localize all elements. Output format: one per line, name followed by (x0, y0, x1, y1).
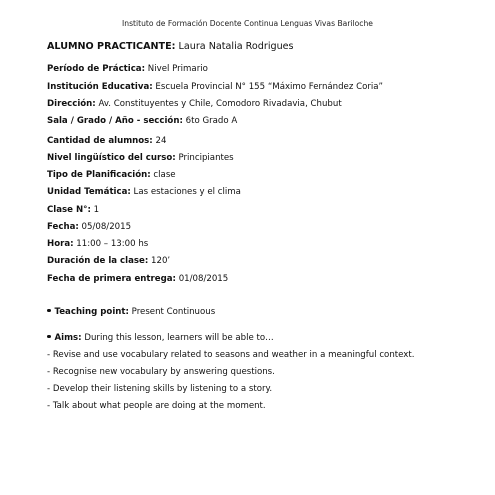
field-value: 1 (90, 205, 100, 215)
field-value: Principiantes (175, 153, 234, 163)
field-label: Clase N°: (47, 205, 91, 215)
field-value: 05/08/2015 (78, 222, 132, 232)
field-grade (47, 116, 237, 127)
field-value: Las estaciones y el clima (130, 187, 241, 197)
aim-item: - Talk about what people are doing at the moment. (47, 401, 266, 411)
field-class-number (47, 205, 99, 216)
student-value: Laura Natalia Rodrigues (175, 41, 294, 52)
field-time (47, 239, 148, 250)
field-label: Fecha: (47, 222, 79, 232)
student-line (47, 41, 294, 52)
field-period (47, 64, 208, 75)
field-label: Período de Práctica: (47, 64, 146, 74)
field-label: Fecha de primera entrega: (47, 274, 176, 284)
aims-line (47, 333, 274, 344)
field-duration (47, 256, 170, 267)
field-label: Cantidad de alumnos: (47, 136, 153, 146)
field-label: Unidad Temática: (47, 187, 131, 197)
field-value: Nivel Primario (145, 64, 208, 74)
field-value: clase (150, 170, 176, 180)
bullet-icon (47, 309, 51, 313)
field-label: Duración de la clase: (47, 256, 149, 266)
field-first-delivery (47, 274, 228, 285)
teaching-point-label: Teaching point: (54, 307, 129, 317)
aim-item: - Develop their listening skills by listening to a story. (47, 384, 273, 394)
student-label: ALUMNO PRACTICANTE: (47, 41, 176, 52)
field-students (47, 136, 166, 147)
field-value: 6to Grado A (182, 116, 238, 126)
field-value: Escuela Provincial N° 155 “Máximo Fernández Coria” (152, 82, 383, 92)
aim-item: - Revise and use vocabulary related to seasons and weather in a meaningful context. (47, 350, 415, 360)
field-label: Tipo de Planificación: (47, 170, 151, 180)
field-value: 24 (152, 136, 167, 146)
field-level (47, 153, 234, 164)
aims-value: During this lesson, learners will be able to… (81, 333, 274, 343)
field-value: 11:00 – 13:00 hs (73, 239, 149, 249)
teaching-point-value: Present Continuous (128, 307, 216, 317)
field-institution (47, 82, 383, 93)
institution-header: Instituto de Formación Docente Continua Lenguas Vivas Bariloche (122, 19, 373, 28)
field-value: 01/08/2015 (175, 274, 229, 284)
teaching-point-line (47, 307, 215, 318)
bullet-icon (47, 335, 51, 339)
field-address (47, 99, 342, 110)
field-label: Nivel lingüístico del curso: (47, 153, 176, 163)
field-label: Institución Educativa: (47, 82, 153, 92)
field-plan-type (47, 170, 176, 181)
field-label: Dirección: (47, 99, 96, 109)
field-date (47, 222, 131, 233)
aim-item: - Recognise new vocabulary by answering questions. (47, 367, 275, 377)
aims-label: Aims: (54, 333, 82, 343)
field-value: Av. Constituyentes y Chile, Comodoro Rivadavia, Chubut (95, 99, 342, 109)
field-unit (47, 187, 241, 198)
field-label: Hora: (47, 239, 74, 249)
field-value: 120’ (148, 256, 171, 266)
field-label: Sala / Grado / Año - sección: (47, 116, 183, 126)
